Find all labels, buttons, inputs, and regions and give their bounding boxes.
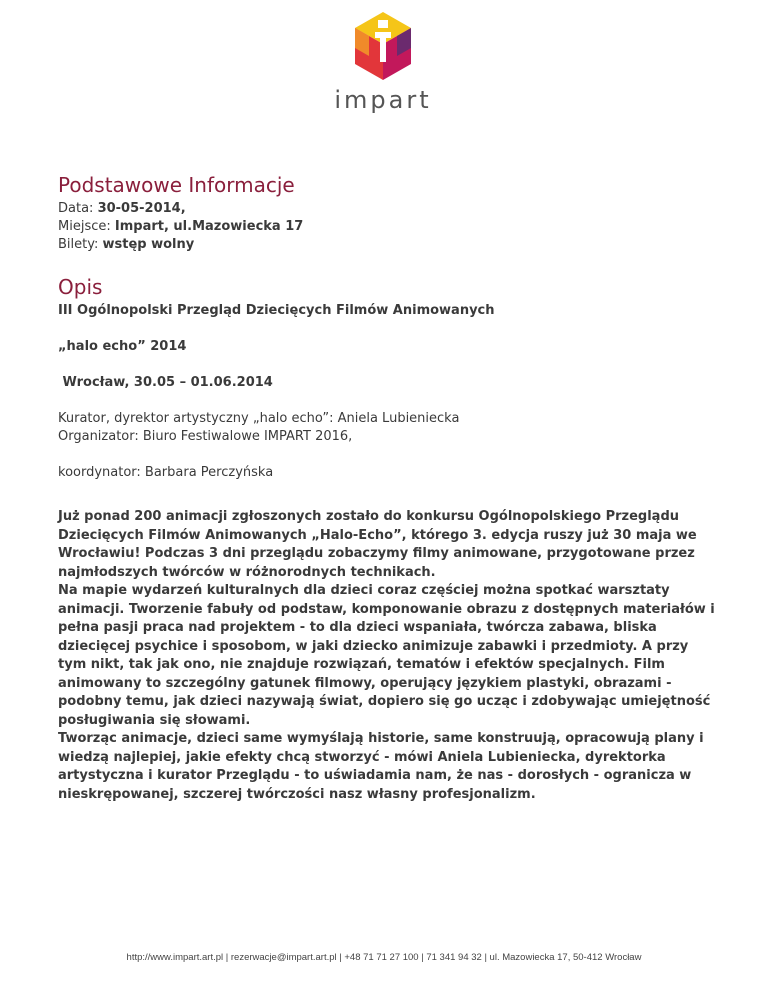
- footer-contact: http://www.impart.art.pl | rezerwacje@impart.art.pl | +48 71 71 27 100 | 71 341 94 32 | ul. Mazowiecka 17, 50-412 Wrocław: [126, 952, 642, 963]
- place-label: Miejsce:: [58, 219, 115, 234]
- tickets-line: [58, 236, 718, 254]
- paragraph-3: Tworząc animacje, dzieci same wymyślają historie, same konstruują, opracowują plany i wiedzą najlepiej, jakie efekty chcą stworzyć - mówi Aniela Lubieniecka, dyrektorka artystyczna i kurator Przeglądu - to uświadamia nam, że nas - dorosłych - ogranicza w nieskrępowanej, szczerej twórczości nasz własny profesjonalizm.: [58, 731, 704, 802]
- place-value: Impart, ul.Mazowiecka 17: [114, 219, 304, 234]
- tickets-value: wstęp wolny: [102, 237, 195, 252]
- curator-line: Kurator, dyrektor artystyczny „halo echo”: Aniela Lubieniecka: [58, 411, 460, 426]
- coordinator-line: koordynator: Barbara Perczyńska: [58, 465, 274, 480]
- date-line: [58, 200, 718, 218]
- place-line: [58, 218, 718, 236]
- impart-logo-mark: [351, 12, 415, 82]
- basic-info-title: Podstawowe Informacje: [58, 173, 295, 197]
- event-edition: „halo echo” 2014: [58, 339, 187, 354]
- description-title: Opis: [58, 275, 103, 299]
- event-place-dates: Wrocław, 30.05 – 01.06.2014: [58, 375, 273, 390]
- impart-wordmark: impart: [334, 86, 432, 114]
- organizer-line: Organizator: Biuro Festiwalowe IMPART 2016,: [58, 429, 353, 444]
- tickets-label: Bilety:: [58, 237, 103, 252]
- paragraph-2: Na mapie wydarzeń kulturalnych dla dzieci coraz częściej można spotkać warsztaty animacji. Tworzenie fabuły od podstaw, komponowanie obrazu z dostępnych materiałów i pełna pasji praca nad projektem - to dla dzieci wspaniała, twórcza zabawa, bliska dziecięcej psychice i sposobom, w jaki dziecko animizuje zabawki i przedmioty. A przy tym nikt, tak jak ono, nie znajduje rozwiązań, tematów i efektów specjalnych. Film animowany to szczególny gatunek filmowy, operujący językiem plastyki, obrazami - podobny temu, jak dzieci nazywają świat, dopiero się go ucząc i zdobywając umiejętność posługiwania się słowami.: [58, 583, 715, 728]
- impart-logo: [318, 12, 448, 112]
- event-name: III Ogólnopolski Przegląd Dziecięcych Filmów Animowanych: [58, 303, 495, 318]
- main-content: [58, 170, 718, 804]
- date-label: Data:: [58, 201, 98, 216]
- date-value: 30-05-2014,: [97, 201, 186, 216]
- paragraph-1: Już ponad 200 animacji zgłoszonych zostało do konkursu Ogólnopolskiego Przeglądu Dziecięcych Filmów Animowanych „Halo-Echo”, którego 3. edycja ruszy już 30 maja we Wrocławiu! Podczas 3 dni przeglądu zobaczymy filmy animowane, przygotowane przez najmłodszych twórców w różnorodnych technikach.: [58, 509, 697, 580]
